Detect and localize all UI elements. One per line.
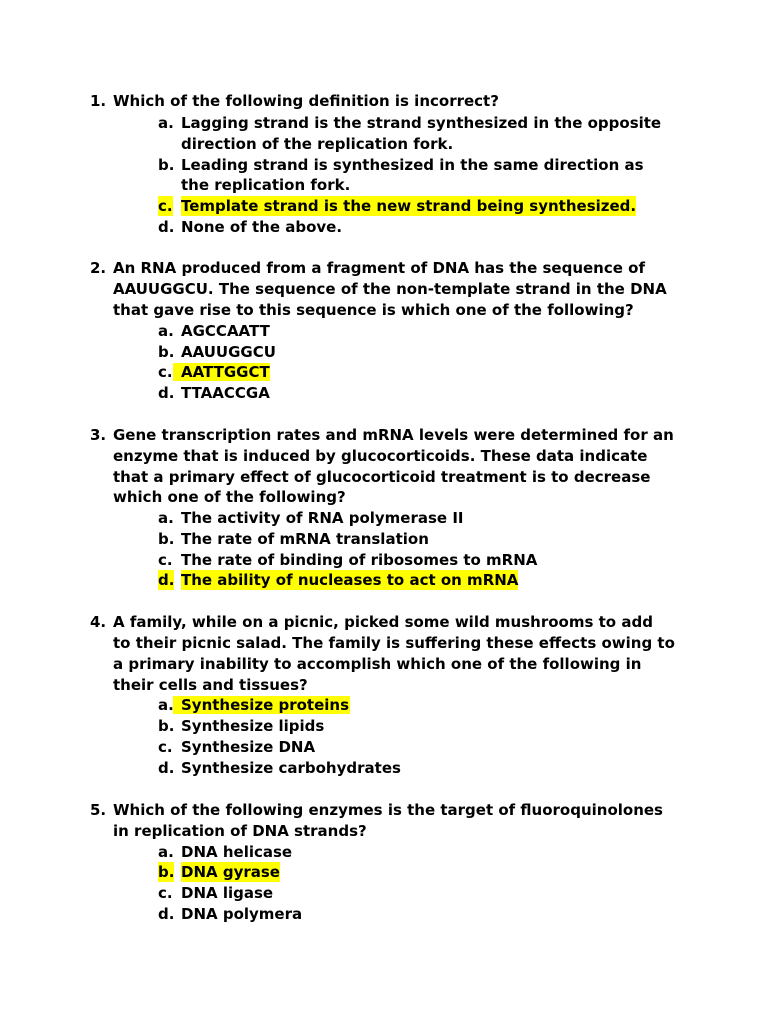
option-letter: c. bbox=[158, 738, 173, 756]
option-text-line: Synthesize carbohydrates bbox=[181, 759, 401, 777]
option-text-line: Synthesize DNA bbox=[181, 738, 316, 756]
question-text-line: to their picnic salad. The family is suffering these effects owing to bbox=[113, 634, 675, 652]
option-text-line: TTAACCGA bbox=[181, 384, 270, 402]
option-letter: a. bbox=[158, 114, 174, 132]
option-letter: d. bbox=[158, 384, 175, 402]
question-text-line: their cells and tissues? bbox=[113, 676, 308, 694]
option-text-line: Lagging strand is the strand synthesized in the opposite bbox=[181, 114, 662, 132]
option-text-line: the replication fork. bbox=[181, 176, 351, 194]
option-letter-highlighted: c. bbox=[158, 197, 173, 215]
question-number: 2. bbox=[90, 259, 107, 277]
question-text-line: Gene transcription rates and mRNA levels were determined for an bbox=[113, 426, 674, 444]
question-text-line: An RNA produced from a fragment of DNA has the sequence of bbox=[113, 259, 645, 277]
option-letter: a. bbox=[158, 509, 174, 527]
option-text-line: AGCCAATT bbox=[181, 322, 270, 340]
question-text-line: which one of the following? bbox=[113, 488, 346, 506]
question-text-line: A family, while on a picnic, picked some wild mushrooms to add bbox=[113, 613, 653, 631]
question-text-line: a primary inability to accomplish which one of the following in bbox=[113, 655, 642, 673]
option-text-highlighted: The ability of nucleases to act on mRNA bbox=[181, 571, 519, 589]
option-letter: b. bbox=[158, 717, 175, 735]
question-number: 1. bbox=[90, 92, 107, 110]
question-text-line: in replication of DNA strands? bbox=[113, 822, 367, 840]
option-letter: d. bbox=[158, 218, 175, 236]
option-text-line: direction of the replication fork. bbox=[181, 135, 454, 153]
option-letter: c. bbox=[158, 363, 173, 381]
option-text-highlighted: Template strand is the new strand being synthesized. bbox=[181, 197, 637, 215]
question-text-line: Which of the following enzymes is the target of fluoroquinolones bbox=[113, 801, 663, 819]
option-text-line: None of the above. bbox=[181, 218, 343, 236]
question-text-line: that gave rise to this sequence is which one of the following? bbox=[113, 301, 634, 319]
option-letter: a. bbox=[158, 843, 174, 861]
option-text-line: Leading strand is synthesized in the same direction as bbox=[181, 156, 644, 174]
question-number: 4. bbox=[90, 613, 107, 631]
question-text-line: enzyme that is induced by glucocorticoids. These data indicate bbox=[113, 447, 648, 465]
option-letter: c. bbox=[158, 551, 173, 569]
question-number: 3. bbox=[90, 426, 107, 444]
option-letter-highlighted: b. bbox=[158, 863, 175, 881]
option-letter: b. bbox=[158, 343, 175, 361]
option-text-highlighted: AATTGGCT bbox=[181, 363, 270, 381]
option-letter: d. bbox=[158, 905, 175, 923]
question-text-line: that a primary effect of glucocorticoid treatment is to decrease bbox=[113, 468, 651, 486]
question-number: 5. bbox=[90, 801, 107, 819]
option-letter: a. bbox=[158, 322, 174, 340]
option-text-line: The rate of mRNA translation bbox=[181, 530, 429, 548]
option-letter: b. bbox=[158, 530, 175, 548]
option-letter: c. bbox=[158, 884, 173, 902]
option-text-line: DNA helicase bbox=[181, 843, 293, 861]
option-text-line: The rate of binding of ribosomes to mRNA bbox=[181, 551, 538, 569]
option-letter-highlighted: d. bbox=[158, 571, 175, 589]
option-letter: a. bbox=[158, 696, 174, 714]
option-text-line: DNA polymera bbox=[181, 905, 303, 923]
question-text-line: Which of the following definition is incorrect? bbox=[113, 92, 499, 110]
option-text-line: Synthesize lipids bbox=[181, 717, 325, 735]
option-letter: d. bbox=[158, 759, 175, 777]
option-letter: b. bbox=[158, 156, 175, 174]
option-text-highlighted: Synthesize proteins bbox=[181, 696, 350, 714]
option-text-highlighted: DNA gyrase bbox=[181, 863, 280, 881]
option-text-line: DNA ligase bbox=[181, 884, 274, 902]
question-text-line: AAUUGGCU. The sequence of the non-template strand in the DNA bbox=[113, 280, 667, 298]
option-text-line: The activity of RNA polymerase II bbox=[181, 509, 464, 527]
option-text-line: AAUUGGCU bbox=[181, 343, 276, 361]
